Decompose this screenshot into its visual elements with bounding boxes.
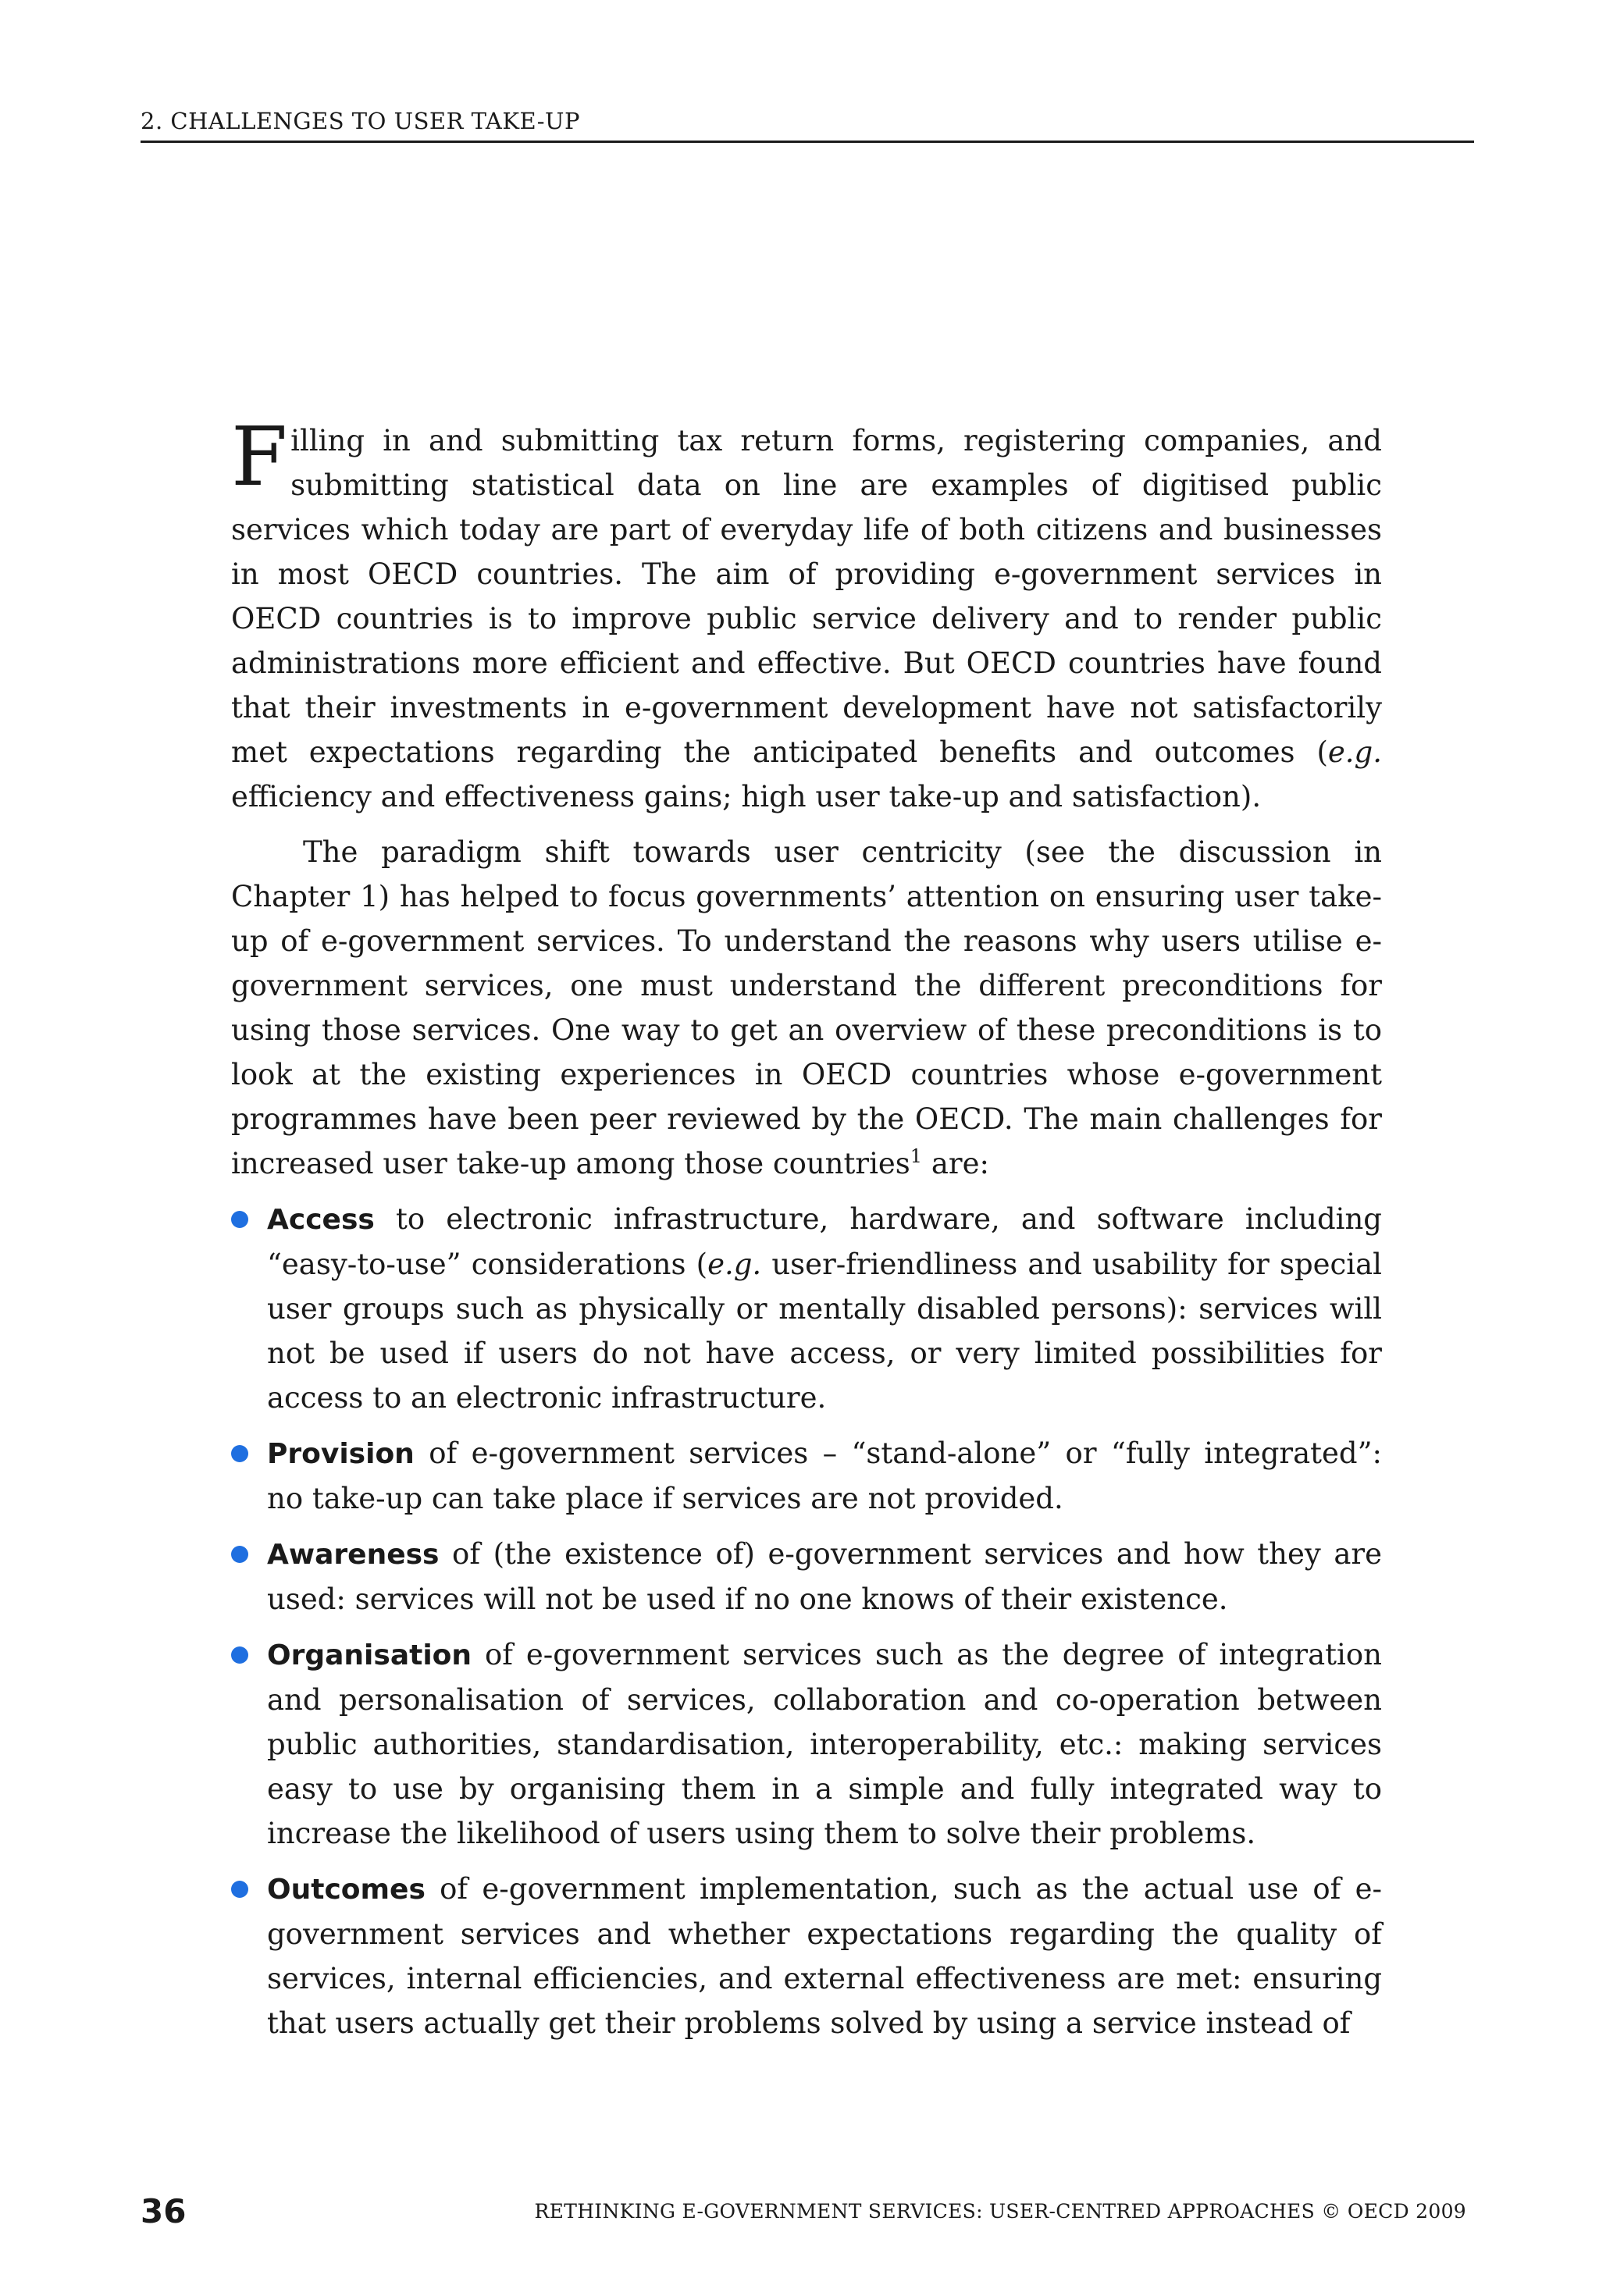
bullet-dot-icon <box>231 1646 248 1664</box>
list-item-access <box>231 1197 1382 1420</box>
bullet-dot-icon <box>231 1881 248 1898</box>
intro-text-part2: efficiency and effectiveness gains; high user take-up and satisfaction). <box>231 780 1262 813</box>
bullet-dot-icon <box>231 1445 248 1462</box>
footer-publication: RETHINKING E-GOVERNMENT SERVICES: USER-CENTRED APPROACHES © OECD 2009 <box>534 2200 1466 2223</box>
bullet-term: Outcomes <box>267 1874 426 1906</box>
drop-cap: F <box>231 409 288 504</box>
page-number: 36 <box>141 2192 187 2230</box>
bullet-text: of e-government services – “stand-alone” or “fully integrated”: no take-up can take place if services are not provided. <box>267 1436 1382 1515</box>
paragraph-2-text: The paradigm shift towards user centricity (see the discussion in Chapter 1) has helped to focus governments’ attention on ensuring user take-up of e-government services. To understand the reasons why users utilise e-government services, one must understand the different preconditions for using those services. One way to get an overview of these preconditions is to look at the existing experiences in OECD countries whose e-government programmes have been peer reviewed by the OECD. The main challenges for increased user take-up among those countries <box>231 835 1382 1180</box>
footnote-ref: 1 <box>910 1145 923 1167</box>
body-text <box>231 409 1382 2045</box>
bullet-italic: e.g. <box>707 1248 762 1281</box>
bullet-term: Provision <box>267 1438 415 1470</box>
paragraph-2 <box>231 830 1382 1186</box>
bullet-term: Organisation <box>267 1639 472 1671</box>
intro-paragraph <box>231 409 1382 819</box>
list-item-provision <box>231 1431 1382 1521</box>
bullet-term: Access <box>267 1204 375 1236</box>
bullet-dot-icon <box>231 1546 248 1563</box>
bullet-text: to electronic infrastructure, hardware, and software including “easy-to-use” considerations ( <box>267 1202 1382 1281</box>
header-rule <box>141 141 1474 143</box>
challenges-list <box>231 1197 1382 2045</box>
paragraph-2-end: are: <box>922 1147 989 1180</box>
list-item-outcomes <box>231 1867 1382 2045</box>
bullet-text: of (the existence of) e-government services and how they are used: services will not be used if no one knows of their existence. <box>267 1537 1382 1616</box>
list-item-organisation <box>231 1632 1382 1856</box>
bullet-dot-icon <box>231 1211 248 1228</box>
bullet-term: Awareness <box>267 1539 440 1571</box>
list-item-awareness <box>231 1532 1382 1621</box>
bullet-text: user-friendliness and usability for special user groups such as physically or mentally disabled persons): services will not be used if users do not have access, or very limited possibilities for access to an electronic infrastructure. <box>267 1248 1382 1415</box>
bullet-text: of e-government services such as the degree of integration and personalisation of services, collaboration and co-operation between public authorities, standardisation, interoperability, etc.: making services easy to use by organising them in a simple and fully integrated way to increase the likelihood of users using them to solve their problems. <box>267 1638 1382 1850</box>
intro-eg: e.g. <box>1327 735 1382 769</box>
running-head: 2. CHALLENGES TO USER TAKE-UP <box>141 108 580 134</box>
bullet-text: of e-government implementation, such as the actual use of e-government services and whether expectations regarding the quality of services, internal efficiencies, and external effectiveness are met: ensuring that users actually get their problems solved by using a service instead of <box>267 1872 1382 2040</box>
intro-text-part1: illing in and submitting tax return forms, registering companies, and submitting statistical data on line are examples of digitised public services which today are part of everyday life of both citizens and businesses in most OECD countries. The aim of providing e-government services in OECD countries is to improve public service delivery and to render public administrations more efficient and effective. But OECD countries have found that their investments in e-government development have not satisfactorily met expectations regarding the anticipated benefits and outcomes ( <box>231 424 1382 769</box>
